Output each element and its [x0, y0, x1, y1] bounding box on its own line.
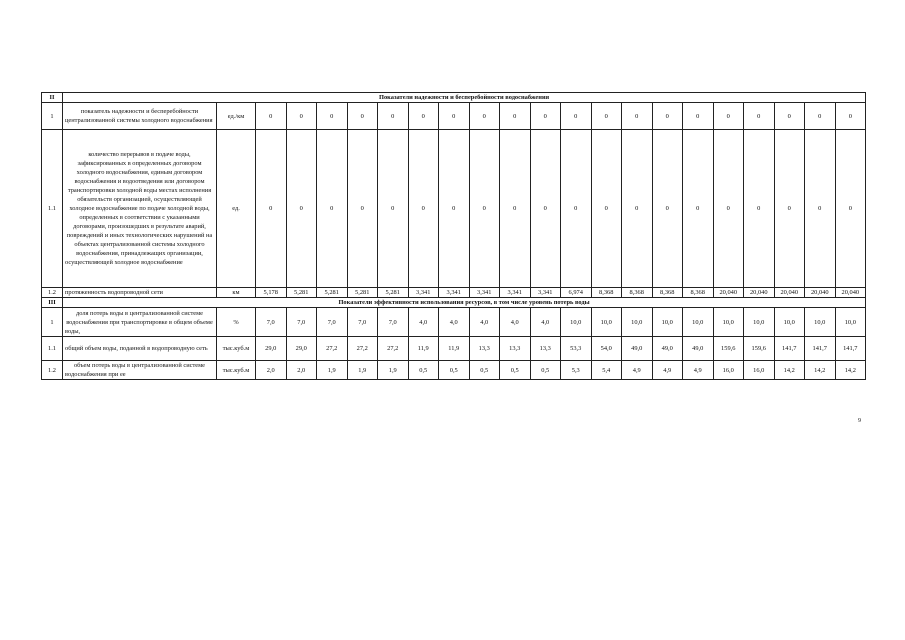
value-cell: 49,0 [683, 337, 714, 361]
value-cell: 2,0 [256, 361, 287, 380]
value-cell: 20,040 [774, 288, 805, 298]
unit: тыс.куб.м [217, 361, 256, 380]
value-cell: 7,0 [286, 308, 317, 337]
value-cell: 0,5 [530, 361, 561, 380]
value-cell: 0 [805, 103, 836, 130]
value-cell: 0 [286, 130, 317, 288]
value-cell: 0 [469, 130, 500, 288]
indicators-table [41, 92, 866, 380]
value-cell: 3,341 [439, 288, 470, 298]
value-cell: 0 [744, 103, 775, 130]
value-cell: 0 [774, 103, 805, 130]
indicator-name: объем потерь воды в централизованной системе водоснабжения при ее [63, 361, 217, 380]
value-cell: 141,7 [774, 337, 805, 361]
value-cell: 10,0 [713, 308, 744, 337]
value-cell: 2,0 [286, 361, 317, 380]
value-cell: 0 [408, 103, 439, 130]
value-cell: 0 [256, 103, 287, 130]
value-cell: 0,5 [439, 361, 470, 380]
value-cell: 0 [530, 103, 561, 130]
value-cell: 0 [500, 103, 531, 130]
value-cell: 0 [835, 103, 866, 130]
value-cell: 8,368 [683, 288, 714, 298]
unit: ед./км [217, 103, 256, 130]
value-cell: 3,341 [469, 288, 500, 298]
value-cell: 14,2 [774, 361, 805, 380]
value-cell: 10,0 [683, 308, 714, 337]
value-cell: 49,0 [622, 337, 653, 361]
table-row [42, 361, 866, 380]
value-cell: 10,0 [622, 308, 653, 337]
value-cell: 141,7 [835, 337, 866, 361]
value-cell: 11,9 [408, 337, 439, 361]
value-cell: 5,281 [347, 288, 378, 298]
value-cell: 20,040 [835, 288, 866, 298]
indicator-name: показатель надежности и бесперебойности централизованной системы холодного водоснабжения [63, 103, 217, 130]
value-cell: 0 [561, 103, 592, 130]
value-cell: 14,2 [805, 361, 836, 380]
value-cell: 13,3 [530, 337, 561, 361]
value-cell: 27,2 [378, 337, 409, 361]
value-cell: 159,6 [744, 337, 775, 361]
row-number: 1.1 [42, 337, 63, 361]
table-row [42, 308, 866, 337]
unit: ед. [217, 130, 256, 288]
value-cell: 8,368 [591, 288, 622, 298]
value-cell: 0 [683, 130, 714, 288]
value-cell: 0 [439, 103, 470, 130]
value-cell: 0 [469, 103, 500, 130]
value-cell: 4,9 [652, 361, 683, 380]
value-cell: 0 [652, 103, 683, 130]
value-cell: 14,2 [835, 361, 866, 380]
value-cell: 49,0 [652, 337, 683, 361]
value-cell: 1,9 [378, 361, 409, 380]
value-cell: 27,2 [347, 337, 378, 361]
section-header-row [42, 298, 866, 308]
value-cell: 0 [805, 130, 836, 288]
value-cell: 5,4 [591, 361, 622, 380]
value-cell: 16,0 [744, 361, 775, 380]
value-cell: 10,0 [652, 308, 683, 337]
section-header-row [42, 93, 866, 103]
value-cell: 1,9 [347, 361, 378, 380]
value-cell: 0 [622, 103, 653, 130]
value-cell: 0,5 [408, 361, 439, 380]
value-cell: 0 [713, 103, 744, 130]
row-number: 1.2 [42, 288, 63, 298]
value-cell: 141,7 [805, 337, 836, 361]
value-cell: 7,0 [256, 308, 287, 337]
value-cell: 29,0 [256, 337, 287, 361]
value-cell: 0 [317, 103, 348, 130]
value-cell: 0 [256, 130, 287, 288]
value-cell: 0 [713, 130, 744, 288]
value-cell: 54,0 [591, 337, 622, 361]
row-number: 1 [42, 103, 63, 130]
value-cell: 1,9 [317, 361, 348, 380]
value-cell: 0,5 [500, 361, 531, 380]
indicator-name: общий объем воды, поданной в водопроводную сеть [63, 337, 217, 361]
unit: тыс.куб.м [217, 337, 256, 361]
value-cell: 29,0 [286, 337, 317, 361]
page-number: 9 [858, 418, 861, 424]
value-cell: 27,2 [317, 337, 348, 361]
value-cell: 10,0 [561, 308, 592, 337]
value-cell: 4,9 [683, 361, 714, 380]
value-cell: 5,178 [256, 288, 287, 298]
value-cell: 0 [652, 130, 683, 288]
value-cell: 5,281 [317, 288, 348, 298]
value-cell: 0 [317, 130, 348, 288]
row-number: 1.2 [42, 361, 63, 380]
value-cell: 0 [561, 130, 592, 288]
row-number: 1.1 [42, 130, 63, 288]
value-cell: 0,5 [469, 361, 500, 380]
value-cell: 13,3 [469, 337, 500, 361]
indicator-name: доля потерь воды в централизованной системе водоснабжения при транспортировке в общем объеме воды, [63, 308, 217, 337]
value-cell: 4,0 [500, 308, 531, 337]
value-cell: 10,0 [805, 308, 836, 337]
row-number: 1 [42, 308, 63, 337]
value-cell: 10,0 [744, 308, 775, 337]
value-cell: 0 [622, 130, 653, 288]
indicator-name: количество перерывов в подаче воды, зафиксированных в определенных договором холодного водоснабжения, единым договором водоснабжения и водоотведения или договором транспортировки холодной воды местах исполнения обязательств организацией, осуществляющей холодное водоснабжение по подаче холодной воды, определенных в соответствии с указанными договорами, произошедших в результате аварий, повреждений и иных технологических нарушений на объектах централизованной системы холодного водоснабжения, принадлежащих организации, осуществляющей холодное водоснабжение [63, 130, 217, 288]
indicators-table-body [42, 93, 866, 380]
unit: км [217, 288, 256, 298]
value-cell: 53,3 [561, 337, 592, 361]
value-cell: 0 [347, 130, 378, 288]
table-row [42, 288, 866, 298]
value-cell: 0 [744, 130, 775, 288]
value-cell: 7,0 [317, 308, 348, 337]
value-cell: 7,0 [378, 308, 409, 337]
value-cell: 4,0 [530, 308, 561, 337]
value-cell: 10,0 [591, 308, 622, 337]
value-cell: 10,0 [774, 308, 805, 337]
value-cell: 11,9 [439, 337, 470, 361]
value-cell: 13,3 [500, 337, 531, 361]
value-cell: 4,0 [469, 308, 500, 337]
value-cell: 0 [591, 130, 622, 288]
value-cell: 0 [378, 103, 409, 130]
indicator-name: протяженность водопроводной сети [63, 288, 217, 298]
value-cell: 0 [439, 130, 470, 288]
value-cell: 0 [774, 130, 805, 288]
value-cell: 4,9 [622, 361, 653, 380]
value-cell: 8,368 [652, 288, 683, 298]
value-cell: 0 [500, 130, 531, 288]
value-cell: 16,0 [713, 361, 744, 380]
value-cell: 6,974 [561, 288, 592, 298]
value-cell: 4,0 [408, 308, 439, 337]
value-cell: 4,0 [439, 308, 470, 337]
section-number: III [42, 298, 63, 308]
value-cell: 10,0 [835, 308, 866, 337]
value-cell: 5,281 [378, 288, 409, 298]
unit: % [217, 308, 256, 337]
table-row [42, 130, 866, 288]
value-cell: 0 [591, 103, 622, 130]
value-cell: 3,341 [408, 288, 439, 298]
value-cell: 20,040 [713, 288, 744, 298]
value-cell: 0 [347, 103, 378, 130]
value-cell: 5,281 [286, 288, 317, 298]
value-cell: 0 [286, 103, 317, 130]
section-title: Показатели надежности и бесперебойности водоснабжения [63, 93, 866, 103]
value-cell: 7,0 [347, 308, 378, 337]
value-cell: 0 [530, 130, 561, 288]
value-cell: 20,040 [805, 288, 836, 298]
table-row [42, 337, 866, 361]
value-cell: 159,6 [713, 337, 744, 361]
section-title: Показатели эффективности использования ресурсов, в том числе уровень потерь воды [63, 298, 866, 308]
value-cell: 0 [835, 130, 866, 288]
value-cell: 8,368 [622, 288, 653, 298]
value-cell: 0 [378, 130, 409, 288]
section-number: II [42, 93, 63, 103]
value-cell: 0 [408, 130, 439, 288]
value-cell: 0 [683, 103, 714, 130]
table-row [42, 103, 866, 130]
value-cell: 5,3 [561, 361, 592, 380]
value-cell: 3,341 [530, 288, 561, 298]
value-cell: 3,341 [500, 288, 531, 298]
value-cell: 20,040 [744, 288, 775, 298]
